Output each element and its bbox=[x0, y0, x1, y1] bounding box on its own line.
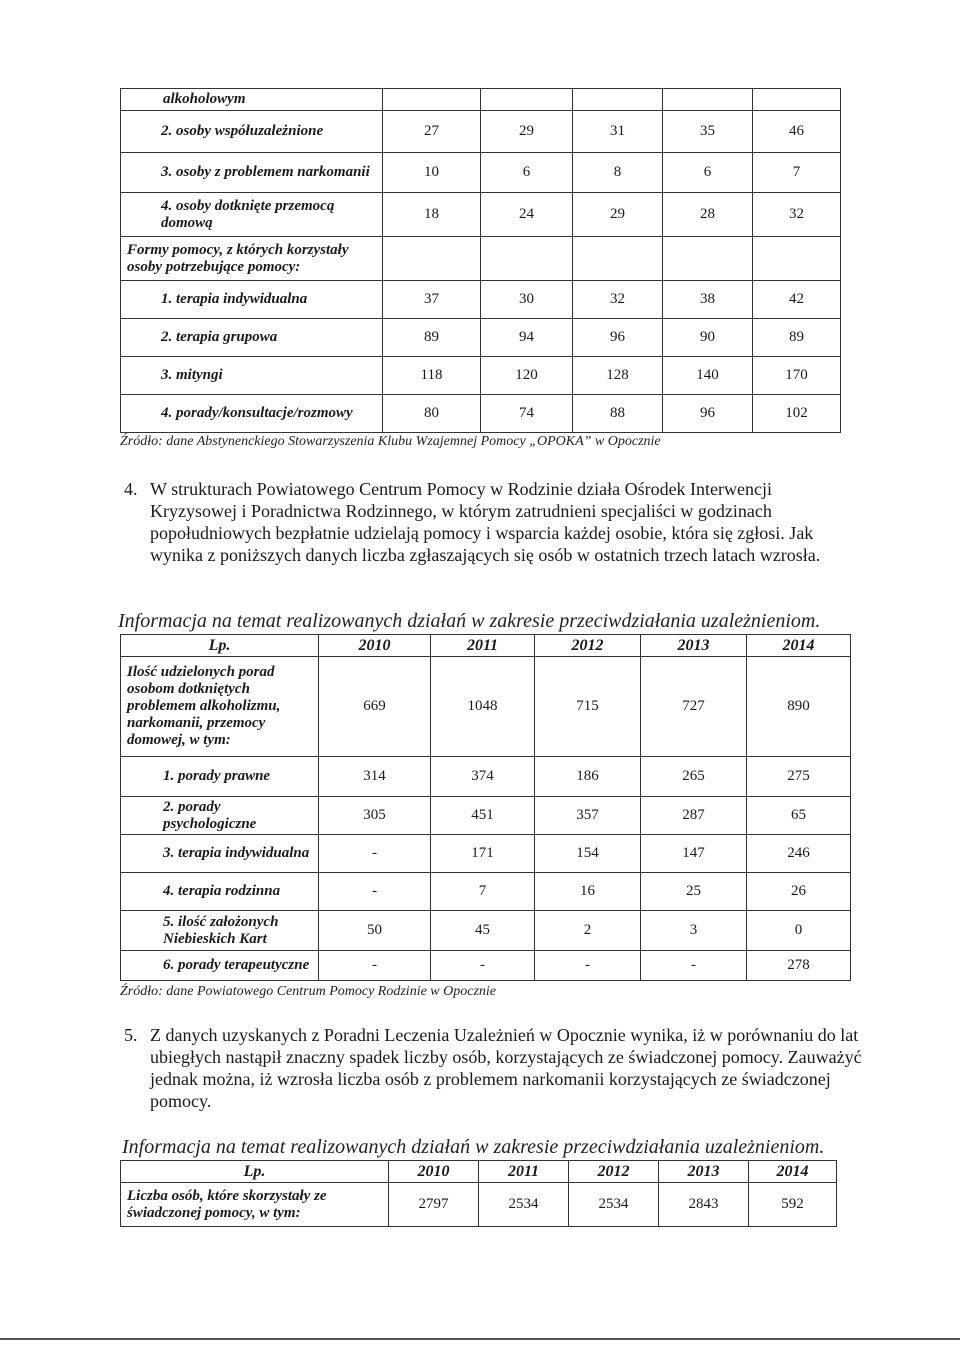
cell-value: 147 bbox=[641, 835, 747, 873]
column-header: 2013 bbox=[659, 1161, 749, 1183]
table-row bbox=[121, 89, 841, 111]
row-label: Ilość udzielonych porad osobom dotkniętych problemem alkoholizmu, narkomanii, przemocy domowej, w tym: bbox=[121, 657, 319, 757]
column-header: Lp. bbox=[121, 1161, 389, 1183]
cell-value bbox=[663, 237, 753, 281]
cell-value: 31 bbox=[573, 111, 663, 153]
cell-value: 28 bbox=[663, 193, 753, 237]
cell-value: 140 bbox=[663, 357, 753, 395]
cell-value: 88 bbox=[573, 395, 663, 433]
table-2-caption: Informacja na temat realizowanych działań w zakresie przeciwdziałania uzależnieniom. bbox=[118, 610, 821, 632]
column-header: 2014 bbox=[749, 1161, 837, 1183]
cell-value: 27 bbox=[383, 111, 481, 153]
cell-value: 314 bbox=[319, 757, 431, 797]
cell-value: 16 bbox=[535, 873, 641, 911]
cell-value bbox=[663, 89, 753, 111]
column-header: 2010 bbox=[319, 635, 431, 657]
page-bottom-rule bbox=[0, 1338, 960, 1340]
cell-value: 2 bbox=[535, 911, 641, 951]
cell-value: 96 bbox=[573, 319, 663, 357]
paragraph-text: W strukturach Powiatowego Centrum Pomocy w Rodzinie działa Ośrodek Interwencji Kryzysowej i Poradnictwa Rodzinnego, w którym zatrudnieni specjaliści w godzinach popołudniowych bezpłatnie udzielają pomocy i wsparcia każdej osobie, która się zgłosi. Jak wynika z poniższych danych liczba zgłaszających się osób w ostatnich trzech latach wzrosła. bbox=[150, 479, 821, 565]
row-label: 5. ilość założonych Niebieskich Kart bbox=[121, 911, 319, 951]
cell-value: 118 bbox=[383, 357, 481, 395]
row-label: 3. terapia indywidualna bbox=[121, 835, 319, 873]
table-row bbox=[121, 797, 851, 835]
cell-value bbox=[383, 89, 481, 111]
column-header: 2013 bbox=[641, 635, 747, 657]
cell-value: 25 bbox=[641, 873, 747, 911]
cell-value: 50 bbox=[319, 911, 431, 951]
row-label: 2. porady psychologiczne bbox=[121, 797, 319, 835]
cell-value: 90 bbox=[663, 319, 753, 357]
cell-value: 46 bbox=[753, 111, 841, 153]
row-label: 2. terapia grupowa bbox=[121, 319, 383, 357]
table-2-source: Źródło: dane Powiatowego Centrum Pomocy Rodzinie w Opocznie bbox=[120, 984, 497, 999]
cell-value: 592 bbox=[749, 1183, 837, 1227]
row-label: 1. porady prawne bbox=[121, 757, 319, 797]
column-header: 2010 bbox=[389, 1161, 479, 1183]
table-3 bbox=[120, 1160, 837, 1227]
cell-value: 96 bbox=[663, 395, 753, 433]
cell-value: 32 bbox=[573, 281, 663, 319]
cell-value: 265 bbox=[641, 757, 747, 797]
table-1 bbox=[120, 88, 841, 433]
column-header: 2011 bbox=[431, 635, 535, 657]
cell-value: - bbox=[319, 951, 431, 981]
cell-value bbox=[481, 237, 573, 281]
paragraph-number: 4. bbox=[124, 479, 138, 499]
cell-value: 186 bbox=[535, 757, 641, 797]
row-label: Liczba osób, które skorzystały ze świadczonej pomocy, w tym: bbox=[121, 1183, 389, 1227]
cell-value: 305 bbox=[319, 797, 431, 835]
table-row bbox=[121, 153, 841, 193]
cell-value: 374 bbox=[431, 757, 535, 797]
cell-value: 26 bbox=[747, 873, 851, 911]
cell-value: 29 bbox=[573, 193, 663, 237]
cell-value: 80 bbox=[383, 395, 481, 433]
cell-value: 1048 bbox=[431, 657, 535, 757]
table-row bbox=[121, 911, 851, 951]
cell-value: 18 bbox=[383, 193, 481, 237]
cell-value bbox=[383, 237, 481, 281]
cell-value: 32 bbox=[753, 193, 841, 237]
cell-value: 278 bbox=[747, 951, 851, 981]
table-row bbox=[121, 1183, 837, 1227]
table-row bbox=[121, 237, 841, 281]
cell-value: 0 bbox=[747, 911, 851, 951]
cell-value: 89 bbox=[753, 319, 841, 357]
column-header: 2011 bbox=[479, 1161, 569, 1183]
table-row bbox=[121, 357, 841, 395]
cell-value: 7 bbox=[753, 153, 841, 193]
cell-value: 170 bbox=[753, 357, 841, 395]
table-row bbox=[121, 873, 851, 911]
row-label: alkoholowym bbox=[121, 89, 383, 111]
cell-value: 3 bbox=[641, 911, 747, 951]
cell-value: 102 bbox=[753, 395, 841, 433]
table-row bbox=[121, 193, 841, 237]
column-header: 2012 bbox=[569, 1161, 659, 1183]
row-label: 4. terapia rodzinna bbox=[121, 873, 319, 911]
cell-value: - bbox=[319, 873, 431, 911]
cell-value: 94 bbox=[481, 319, 573, 357]
cell-value: 128 bbox=[573, 357, 663, 395]
cell-value: 669 bbox=[319, 657, 431, 757]
cell-value: 120 bbox=[481, 357, 573, 395]
row-label: 4. osoby dotknięte przemocą domową bbox=[121, 193, 383, 237]
cell-value: 6 bbox=[663, 153, 753, 193]
cell-value bbox=[753, 237, 841, 281]
table-row bbox=[121, 319, 841, 357]
cell-value: 74 bbox=[481, 395, 573, 433]
cell-value: 38 bbox=[663, 281, 753, 319]
cell-value: 287 bbox=[641, 797, 747, 835]
cell-value: 37 bbox=[383, 281, 481, 319]
table-row bbox=[121, 951, 851, 981]
table-row bbox=[121, 757, 851, 797]
cell-value: 275 bbox=[747, 757, 851, 797]
cell-value: 171 bbox=[431, 835, 535, 873]
cell-value: 6 bbox=[481, 153, 573, 193]
cell-value: 715 bbox=[535, 657, 641, 757]
table-row bbox=[121, 835, 851, 873]
cell-value: 65 bbox=[747, 797, 851, 835]
table-row bbox=[121, 395, 841, 433]
cell-value: 24 bbox=[481, 193, 573, 237]
paragraph-4 bbox=[124, 478, 850, 566]
row-label: 3. mityngi bbox=[121, 357, 383, 395]
column-header: 2012 bbox=[535, 635, 641, 657]
cell-value bbox=[573, 237, 663, 281]
table-2 bbox=[120, 634, 851, 981]
table-row bbox=[121, 657, 851, 757]
column-header: 2014 bbox=[747, 635, 851, 657]
cell-value: 451 bbox=[431, 797, 535, 835]
cell-value: 357 bbox=[535, 797, 641, 835]
cell-value bbox=[753, 89, 841, 111]
cell-value: 10 bbox=[383, 153, 481, 193]
cell-value: 2534 bbox=[569, 1183, 659, 1227]
row-label: 6. porady terapeutyczne bbox=[121, 951, 319, 981]
cell-value: 154 bbox=[535, 835, 641, 873]
row-label: 4. porady/konsultacje/rozmowy bbox=[121, 395, 383, 433]
row-label: 3. osoby z problemem narkomanii bbox=[121, 153, 383, 193]
cell-value: 890 bbox=[747, 657, 851, 757]
cell-value: - bbox=[431, 951, 535, 981]
cell-value: - bbox=[319, 835, 431, 873]
row-label: Formy pomocy, z których korzystały osoby potrzebujące pomocy: bbox=[121, 237, 383, 281]
cell-value: 42 bbox=[753, 281, 841, 319]
cell-value: 2534 bbox=[479, 1183, 569, 1227]
table-1-source: Źródło: dane Abstynenckiego Stowarzyszenia Klubu Wzajemnej Pomocy „OPOKA” w Opocznie bbox=[120, 434, 661, 449]
paragraph-text: Z danych uzyskanych z Poradni Leczenia Uzależnień w Opocznie wynika, iż w porównaniu do lat ubiegłych nastąpił znaczny spadek liczby osób, korzystających ze świadczonej pomocy. Zauważyć jednak można, iż wzrosła liczba osób z problemem narkomanii korzystających ze świadczonej pomocy. bbox=[150, 1025, 862, 1111]
row-label: 1. terapia indywidualna bbox=[121, 281, 383, 319]
cell-value: 246 bbox=[747, 835, 851, 873]
cell-value: 30 bbox=[481, 281, 573, 319]
column-header: Lp. bbox=[121, 635, 319, 657]
cell-value: 7 bbox=[431, 873, 535, 911]
cell-value: - bbox=[535, 951, 641, 981]
cell-value: - bbox=[641, 951, 747, 981]
cell-value bbox=[481, 89, 573, 111]
cell-value: 727 bbox=[641, 657, 747, 757]
cell-value: 35 bbox=[663, 111, 753, 153]
table-header-row bbox=[121, 1161, 837, 1183]
table-row bbox=[121, 111, 841, 153]
table-row bbox=[121, 281, 841, 319]
paragraph-number: 5. bbox=[124, 1025, 138, 1045]
table-3-caption: Informacja na temat realizowanych działań w zakresie przeciwdziałania uzależnieniom. bbox=[122, 1136, 825, 1158]
cell-value: 89 bbox=[383, 319, 481, 357]
cell-value: 29 bbox=[481, 111, 573, 153]
cell-value: 2843 bbox=[659, 1183, 749, 1227]
cell-value: 2797 bbox=[389, 1183, 479, 1227]
cell-value: 45 bbox=[431, 911, 535, 951]
cell-value: 8 bbox=[573, 153, 663, 193]
cell-value bbox=[573, 89, 663, 111]
row-label: 2. osoby współuzależnione bbox=[121, 111, 383, 153]
table-header-row bbox=[121, 635, 851, 657]
paragraph-5 bbox=[124, 1024, 870, 1112]
